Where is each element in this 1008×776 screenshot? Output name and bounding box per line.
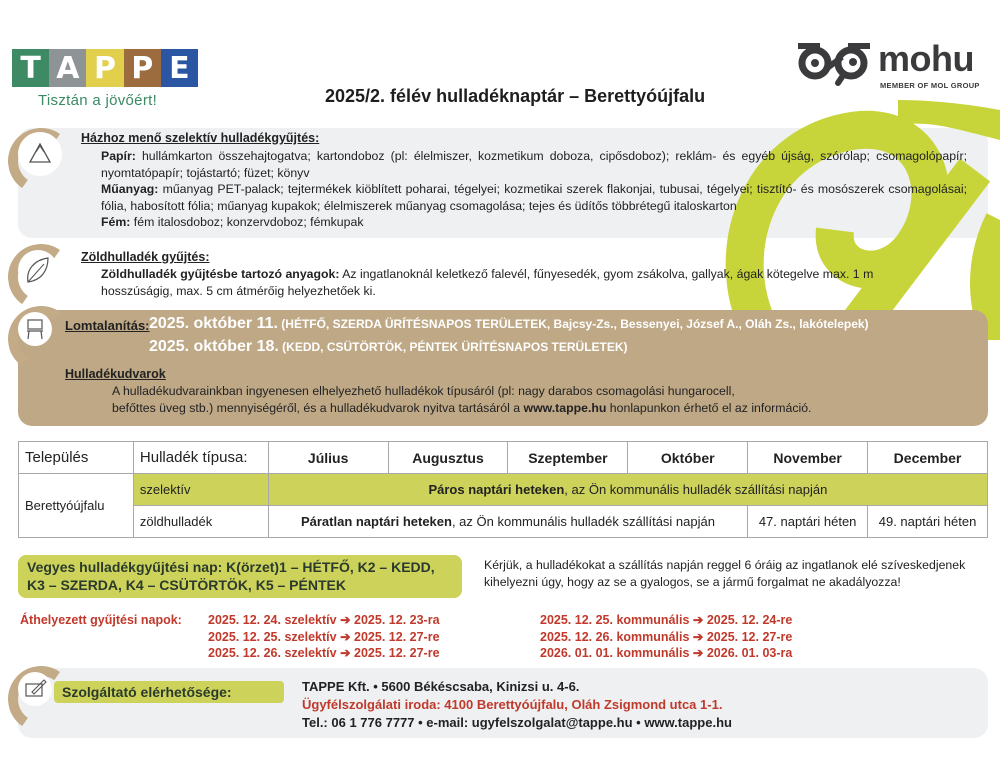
moved-from: 2026. 01. 01. kommunális (540, 646, 690, 660)
arrow-right-icon: ➔ (692, 629, 704, 644)
town-cell: Berettyóújfalu (19, 474, 134, 538)
moved-from: 2025. 12. 26. kommunális (540, 629, 690, 644)
table-row (19, 474, 988, 506)
selective-text (101, 148, 967, 231)
type-cell: szelektív (133, 474, 268, 506)
moved-day-item (540, 629, 792, 646)
moved-from: 2025. 12. 25. szelektív (208, 629, 337, 644)
metal-line (101, 214, 967, 231)
arrow-right-icon: ➔ (340, 646, 351, 660)
paper-label: Papír: (101, 149, 136, 163)
header-month: Október (628, 442, 748, 474)
moved-day-item (208, 629, 440, 646)
arrow-right-icon: ➔ (692, 613, 704, 627)
plastic-text: műanyag PET-palack; tejtermékek kiöblített poharai, tégelyei; kozmetikai szerek flakonjai, tubusai, tégelyei; tisztító- és mosószerek csomagolásai; fólia, habosított fólia; műanyag kupakok; élelmiszerek műanyag csomagolása; tejes és üdítős többrétegű italoskarton (101, 182, 967, 213)
header-month: Augusztus (388, 442, 508, 474)
bulky-date-1-note: (HÉTFŐ, SZERDA ÜRÍTÉSNAPOS TERÜLETEK, Bajcsy-Zs., Bessenyei, József A., Oláh Zs., lakótelepek) (277, 317, 869, 331)
contact-office: Ügyfélszolgálati iroda: 4100 Berettyóújfalu, Oláh Zsigmond utca 1-1. (302, 697, 723, 712)
bulky-date-2-note: (KEDD, CSÜTÖRTÖK, PÉNTEK ÜRÍTÉSNAPOS TERÜLETEK) (278, 340, 628, 354)
moved-days-right (540, 612, 792, 662)
moved-from: 2025. 12. 26. szelektív (208, 646, 337, 660)
selective-schedule-cell (268, 474, 987, 506)
leaf-icon (18, 250, 58, 290)
contact-icon-badge (18, 672, 52, 706)
mohu-logo-text: mohu (878, 38, 974, 79)
metal-text: fém italosdoboz; konzervdoboz; fémkupak (130, 215, 364, 229)
tappe-slogan: Tisztán a jövőért! (38, 92, 158, 109)
moved-days-left (208, 612, 440, 662)
moved-to: 2026. 01. 03-ra (706, 646, 793, 660)
mohu-subtitle: MEMBER OF MOL GROUP (880, 81, 980, 90)
header-month: November (748, 442, 868, 474)
arrow-right-icon: ➔ (340, 629, 351, 644)
leaf-icon-badge (18, 250, 58, 290)
green-schedule-cell (268, 506, 747, 538)
bulky-date-1-line (149, 315, 869, 333)
recycle-icon-badge (18, 132, 62, 176)
recycle-icon (18, 132, 62, 176)
yards-text-line-1: A hulladékudvarainkban ingyenesen elhelyezhető hulladékok típusáról (pl: nagy darabos csomagolási hungarocell, (112, 384, 735, 398)
header-town: Település (19, 442, 134, 474)
yards-heading: Hulladékudvarok (65, 367, 166, 381)
contact-label: Szolgáltató elérhetősége: (54, 681, 284, 703)
yards-link[interactable]: www.tappe.hu (523, 400, 607, 415)
yards-text-line-2 (112, 400, 932, 417)
edit-document-icon (18, 672, 52, 706)
moved-day-item (540, 645, 792, 662)
placement-note: Kérjük, a hulladékokat a szállítás napján reggel 6 óráig az ingatlanok elé szíveskedjenek kihelyezni úgy, hogy az se a gyalogos, se a jármű forgalmat ne akadályozza! (484, 558, 966, 589)
contact-phone-email[interactable]: Tel.: 06 1 776 7777 • e-mail: ugyfelszolgalat@tappe.hu • www.tappe.hu (302, 715, 732, 730)
mixed-waste-box (18, 555, 462, 598)
moved-to: 2025. 12. 27-re (354, 629, 440, 644)
moved-to: 2025. 12. 23-ra (354, 613, 440, 627)
moved-to: 2025. 12. 24-re (706, 613, 793, 627)
moved-from: 2025. 12. 25. kommunális (540, 613, 690, 627)
green-waste-label: Zöldhulladék gyűjtésbe tartozó anyagok: (101, 267, 340, 281)
metal-label: Fém: (101, 215, 131, 229)
green-waste-text (101, 266, 891, 299)
plastic-line (101, 181, 967, 214)
tappe-letter: A (49, 49, 86, 87)
green-schedule-rest: , az Ön kommunális hulladék szállítási napján (451, 514, 715, 529)
page-title: 2025/2. félév hulladéknaptár – Berettyóújfalu (325, 86, 706, 106)
bulky-heading: Lomtalanítás: (65, 318, 150, 333)
arrow-right-icon: ➔ (340, 613, 351, 627)
bulky-date-2-line (149, 338, 628, 356)
type-cell: zöldhulladék (133, 506, 268, 538)
moved-to: 2025. 12. 27-re (354, 646, 440, 660)
november-cell: 47. naptári héten (748, 506, 868, 538)
contact-details (302, 678, 732, 732)
contact-address: TAPPE Kft. • 5600 Békéscsaba, Kinizsi u. 4-6. (302, 679, 580, 694)
moved-to: 2025. 12. 27-re (706, 629, 793, 644)
mixed-waste-line-1: Vegyes hulladékgyűjtési nap: K(örzet)1 – HÉTFŐ, K2 – KEDD, (27, 559, 435, 575)
moved-from: 2025. 12. 24. szelektív (208, 613, 337, 627)
december-cell: 49. naptári héten (868, 506, 988, 538)
tappe-letter: P (124, 49, 161, 87)
mohu-owl-icon (796, 41, 872, 87)
table-row (19, 506, 988, 538)
chair-icon-badge (18, 312, 52, 346)
moved-days-label: Áthelyezett gyűjtési napok: (20, 613, 182, 627)
green-waste-body: Az ingatlanoknál keletkező falevél, fűnyesedék, gyom zsákolva, gallyak, ágak kötegelve max. 1 m hosszúságig, max. 5 cm átmérőig helyezhetőek ki. (101, 267, 874, 298)
arrow-right-icon: ➔ (692, 646, 704, 660)
header-month: Szeptember (508, 442, 628, 474)
green-schedule-bold: Páratlan naptári heteken (300, 514, 452, 529)
moved-day-item (540, 612, 792, 629)
selective-schedule-rest: , az Ön kommunális hulladék szállítási napján (564, 482, 828, 497)
selective-heading: Házhoz menő szelektív hulladékgyűjtés: (81, 131, 320, 145)
bulky-date-2: 2025. október 18. (149, 338, 279, 355)
bulky-date-1: 2025. október 11. (149, 315, 278, 332)
paper-text: hullámkarton összehajtogatva; kartondoboz (pl: élelmiszer, kozmetikum doboza, cipősdoboz); reklám- és egyéb újság, szórólap; csomagolópapír; nyomtatópapír; tojástartó; füzet; könyv (101, 149, 967, 180)
header-month: December (868, 442, 988, 474)
header-type: Hulladék típusa: (133, 442, 268, 474)
chair-icon (18, 312, 52, 346)
tappe-letter: E (161, 49, 198, 87)
tappe-logo (12, 49, 198, 87)
selective-schedule-bold: Páros naptári heteken (428, 482, 565, 497)
tappe-letter: T (12, 49, 49, 87)
header-month: Július (268, 442, 388, 474)
plastic-label: Műanyag: (101, 182, 159, 196)
tappe-letter: P (86, 49, 123, 87)
moved-day-item (208, 645, 440, 662)
moved-day-item (208, 612, 440, 629)
yards-text (112, 383, 932, 416)
calendar-table (18, 441, 988, 538)
yards-text-2b: honlapunkon érhető el az információ. (606, 400, 812, 415)
yards-text-2a: befőttes üveg stb.) mennyiségéről, és a hulladékudvarok nyitva tartásáról a (112, 400, 524, 415)
table-header-row (19, 442, 988, 474)
paper-line (101, 148, 967, 181)
mixed-waste-line-2: K3 – SZERDA, K4 – CSÜTÖRTÖK, K5 – PÉNTEK (27, 577, 346, 593)
green-waste-heading: Zöldhulladék gyűjtés: (81, 250, 210, 264)
